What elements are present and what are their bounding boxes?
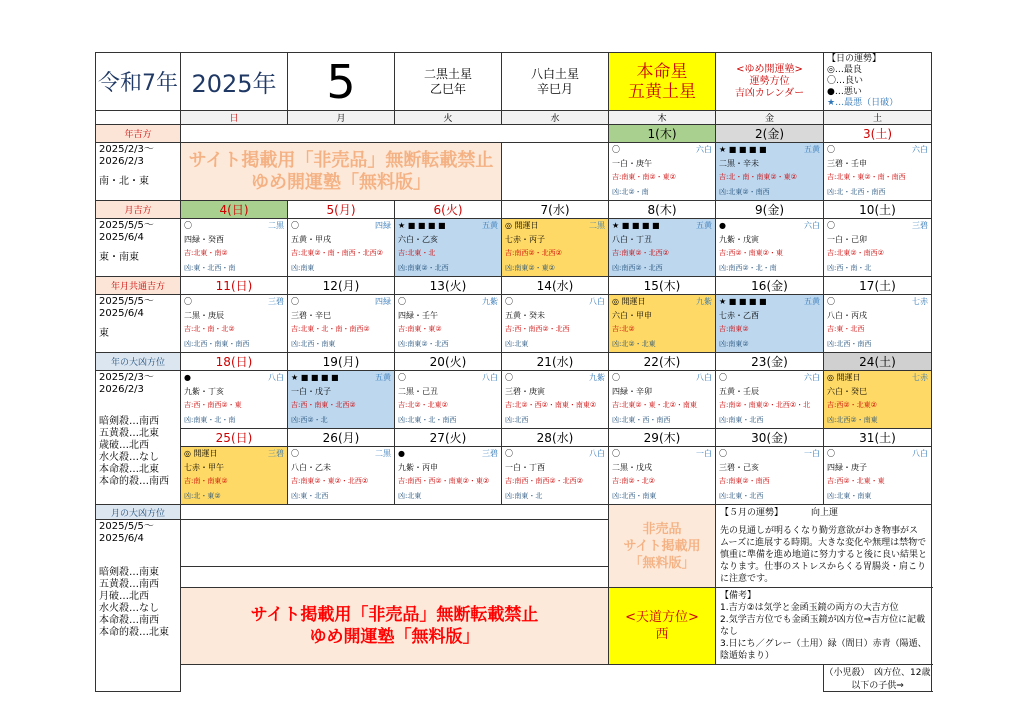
day-kichi: 吉:南東・南②・東② <box>612 173 676 181</box>
day-mark: 〇 <box>612 145 620 154</box>
day-cell <box>716 447 824 505</box>
day-mark: ● <box>184 373 191 382</box>
day-cell <box>181 447 288 505</box>
left-section-title: 年の大凶方位 <box>96 353 181 371</box>
day-star: 二黒 <box>268 221 284 230</box>
day-cell <box>395 371 502 429</box>
day-star: 二黒 <box>375 449 391 458</box>
day-kichi: 吉:北東・南② <box>184 249 228 257</box>
day-kyo: 凶:西・南・北 <box>827 264 872 272</box>
day-kyo: 凶:北東②・南西 <box>719 188 770 196</box>
day-name: 三碧・庚寅 <box>505 387 545 396</box>
day-cell <box>288 447 395 505</box>
mid-warning: 非売品 サイト掲載用 「無料版」 <box>609 505 716 588</box>
day-name: 九紫・戊寅 <box>719 235 759 244</box>
day-star: 一白 <box>696 449 712 458</box>
day-name: 八白・丙戌 <box>827 311 867 320</box>
day-name: 三碧・己亥 <box>719 463 759 472</box>
day-name: 六白・甲申 <box>612 311 652 320</box>
left-section-title: 月吉方 <box>96 201 181 219</box>
tenkou-direction: <天道方位> 西 <box>609 588 716 665</box>
honmei-star: 本命星 五黄土星 <box>609 53 716 111</box>
day-header: 12(月) <box>288 277 395 295</box>
day-name: 一白・己卯 <box>827 235 867 244</box>
day-header: 8(木) <box>609 201 716 219</box>
legend: 【日の運勢】 ◎…最良 〇…良い ●…悪い ★…最悪（日破） <box>824 53 932 111</box>
day-star: 九紫 <box>589 373 605 382</box>
day-kyo: 凶:南東②・北西 <box>398 340 449 348</box>
day-kyo: 凶:東・北西・南 <box>184 264 236 272</box>
day-kichi: 吉:南東② <box>719 325 749 333</box>
calendar-sheet <box>95 52 932 692</box>
day-mark: ◎ 開運日 <box>827 373 861 382</box>
month-star: 八白土星 辛巳月 <box>502 53 609 111</box>
day-kyo: 凶:南東 <box>291 264 315 272</box>
day-mark: 〇 <box>827 221 835 230</box>
day-star: 六白 <box>912 145 928 154</box>
top-warning: サイト掲載用「非売品」無断転載禁止 ゆめ開運塾「無料版」 <box>181 143 502 201</box>
day-cell <box>181 295 288 353</box>
day-cell <box>716 143 824 201</box>
day-header: 2(金) <box>716 125 824 143</box>
day-header: 23(金) <box>716 353 824 371</box>
day-header: 30(金) <box>716 429 824 447</box>
yume-title: <ゆめ開運塾> 運勢方位 吉凶カレンダー <box>716 53 824 111</box>
day-name: 五黄・癸未 <box>505 311 545 320</box>
day-cell <box>609 295 716 353</box>
kobito-label: （小児殺） 凶方位、12歳以下の子供⇒ <box>824 665 932 692</box>
day-cell <box>609 143 716 201</box>
day-kyo: 凶:北東・北西 <box>719 492 764 500</box>
day-header: 18(日) <box>181 353 288 371</box>
day-kyo: 凶:北西・南東・南西 <box>184 340 250 348</box>
day-cell <box>716 295 824 353</box>
left-section-body: 2025/2/3～ 2026/2/3 南・北・東 <box>96 143 181 201</box>
day-kyo: 凶:北東 <box>505 340 529 348</box>
day-star: 五黄 <box>375 373 391 382</box>
fortune-box: 【５月の運勢】 向上運 先の見通しが明るくなり勤労意欲がわき物事がスムーズに進展する時期。大きな変化や無理は禁物で慎重に準備を進め地道に努力すると後に良い結果となります。仕事のストレスからくる胃腸炎・肩こりに注意です。 <box>716 505 932 588</box>
day-kichi: 吉:北東②・東・北②・南東 <box>612 401 697 409</box>
day-star: 七赤 <box>912 297 928 306</box>
blank-cell <box>502 143 609 201</box>
left-section-body: 2025/5/5～ 2025/6/4 東・南東 <box>96 219 181 277</box>
day-mark: 〇 <box>612 373 620 382</box>
weekday-mon: 月 <box>288 111 395 125</box>
day-name: 八白・丁丑 <box>612 235 652 244</box>
day-kyo: 凶:北西②・南東 <box>827 416 878 424</box>
day-name: 一白・庚午 <box>612 159 652 168</box>
day-name: 二黒・辛未 <box>719 159 759 168</box>
day-mark: 〇 <box>184 297 192 306</box>
day-mark: ★ ■ ■ ■ ■ <box>291 373 339 382</box>
day-kyo: 凶:南西②・北西 <box>612 264 663 272</box>
day-name: 三碧・辛巳 <box>291 311 331 320</box>
day-kichi: 吉:南②・北② <box>612 477 655 485</box>
blank-head <box>181 125 609 143</box>
day-mark: 〇 <box>827 449 835 458</box>
day-cell <box>824 295 932 353</box>
day-header: 6(火) <box>395 201 502 219</box>
day-name: 二黒・庚辰 <box>184 311 224 320</box>
day-name: 四緑・庚子 <box>827 463 867 472</box>
day-cell <box>181 219 288 277</box>
day-star: 二黒 <box>589 221 605 230</box>
day-star: 五黄 <box>804 145 820 154</box>
era-label: 令和7年 <box>96 53 181 111</box>
day-kichi: 吉:南・南東② <box>184 477 228 485</box>
day-kyo: 凶:南東・北西 <box>719 416 764 424</box>
day-kichi: 吉:南西・南西②・北西② <box>505 477 583 485</box>
day-star: 五黄 <box>482 221 498 230</box>
day-cell <box>181 371 288 429</box>
day-kyo: 凶:北東 <box>398 492 422 500</box>
day-cell <box>716 219 824 277</box>
day-cell <box>609 447 716 505</box>
day-header: 22(木) <box>609 353 716 371</box>
day-kichi: 吉:西②・南東②・東 <box>719 249 783 257</box>
day-name: 七赤・乙酉 <box>719 311 759 320</box>
day-mark: ● <box>398 449 405 458</box>
day-mark: 〇 <box>719 449 727 458</box>
day-mark: 〇 <box>505 297 513 306</box>
day-header: 27(火) <box>395 429 502 447</box>
year-star: 二黒土星 乙巳年 <box>395 53 502 111</box>
day-mark: 〇 <box>291 221 299 230</box>
day-cell <box>824 143 932 201</box>
day-cell <box>395 219 502 277</box>
day-star: 五黄 <box>804 297 820 306</box>
day-header: 19(月) <box>288 353 395 371</box>
day-kichi: 吉:北東②・南・南西・北西② <box>291 249 383 257</box>
day-mark: 〇 <box>291 449 299 458</box>
day-header: 26(月) <box>288 429 395 447</box>
day-cell <box>502 219 609 277</box>
day-star: 三碧 <box>912 221 928 230</box>
day-star: 八白 <box>589 449 605 458</box>
day-kichi: 吉:南②・南東②・北西②・北 <box>719 401 811 409</box>
day-star: 九紫 <box>482 297 498 306</box>
day-kyo: 凶:北②・南 <box>612 188 649 196</box>
day-cell <box>502 447 609 505</box>
day-star: 八白 <box>589 297 605 306</box>
day-mark: 〇 <box>827 145 835 154</box>
day-name: 九紫・丙申 <box>398 463 438 472</box>
day-star: 八白 <box>268 373 284 382</box>
day-name: 一白・丁酉 <box>505 463 545 472</box>
day-kyo: 凶:北西・南西 <box>827 340 872 348</box>
weekday-sat: 土 <box>824 111 932 125</box>
day-name: 六白・乙亥 <box>398 235 438 244</box>
day-header: 1(木) <box>609 125 716 143</box>
month-kyo-list: 2025/5/5～ 2025/6/4 暗剣殺…南東 五黄殺…南西 月破…北西 水火殺…なし 本命殺…南西 本命的殺…北東 <box>96 520 181 692</box>
day-mark: 〇 <box>719 373 727 382</box>
day-mark: 〇 <box>398 297 406 306</box>
day-mark: 〇 <box>398 373 406 382</box>
day-header: 14(水) <box>502 277 609 295</box>
day-mark: ◎ 開運日 <box>505 221 539 230</box>
day-cell <box>395 295 502 353</box>
day-star: 八白 <box>696 373 712 382</box>
month-number: 5 <box>288 53 395 111</box>
day-kichi: 吉:北東②・南西② <box>827 249 884 257</box>
day-name: 六白・癸巳 <box>827 387 867 396</box>
day-name: 五黄・甲戌 <box>291 235 331 244</box>
day-kyo: 凶:北西・南東 <box>291 340 336 348</box>
day-star: 六白 <box>804 221 820 230</box>
day-name: 五黄・壬辰 <box>719 387 759 396</box>
day-kyo: 凶:南東② <box>719 340 749 348</box>
day-header: 3(土) <box>824 125 932 143</box>
day-header: 9(金) <box>716 201 824 219</box>
day-cell <box>395 447 502 505</box>
day-header: 24(土) <box>824 353 932 371</box>
day-header: 25(日) <box>181 429 288 447</box>
day-header: 15(木) <box>609 277 716 295</box>
day-kichi: 吉:南西②・北西② <box>505 249 562 257</box>
day-kyo: 凶:北西 <box>505 416 529 424</box>
day-kichi: 吉:北・南・南東②・東② <box>719 173 797 181</box>
day-star: 一白 <box>804 449 820 458</box>
day-kyo: 凶:北・東② <box>184 492 221 500</box>
day-header: 21(水) <box>502 353 609 371</box>
left-section-body: 2025/2/3～ 2026/2/3 暗剣殺…南西 五黄殺…北東 歳破…北西 水火殺…なし 本命殺…北東 本命的殺…南西 <box>96 371 181 505</box>
day-mark: 〇 <box>505 373 513 382</box>
day-cell <box>288 295 395 353</box>
day-star: 六白 <box>696 145 712 154</box>
day-header: 11(日) <box>181 277 288 295</box>
day-name: 八白・乙未 <box>291 463 331 472</box>
day-kichi: 吉:北東・北 <box>398 249 436 257</box>
day-kyo: 凶:西②・北 <box>291 416 328 424</box>
day-mark: 〇 <box>505 449 513 458</box>
day-name: 三碧・壬申 <box>827 159 867 168</box>
day-mark: ◎ 開運日 <box>184 449 218 458</box>
weekday-thu: 木 <box>609 111 716 125</box>
day-name: 二黒・戊戌 <box>612 463 652 472</box>
day-header: 7(水) <box>502 201 609 219</box>
day-cell <box>502 371 609 429</box>
day-mark: 〇 <box>184 221 192 230</box>
day-kyo: 凶:南東・北 <box>505 492 543 500</box>
day-mark: ★ ■ ■ ■ ■ <box>719 297 767 306</box>
day-star: 八白 <box>912 449 928 458</box>
day-header: 31(土) <box>824 429 932 447</box>
day-header: 17(土) <box>824 277 932 295</box>
day-header: 4(日) <box>181 201 288 219</box>
day-kichi: 吉:北東・東②・南・南西 <box>827 173 906 181</box>
day-kyo: 凶:南東・北・南 <box>184 416 236 424</box>
day-mark: ● <box>719 221 726 230</box>
day-name: 七赤・丙子 <box>505 235 545 244</box>
day-star: 三碧 <box>482 449 498 458</box>
left-section-title: 年吉方 <box>96 125 181 143</box>
left-section-title: 年月共通吉方 <box>96 277 181 295</box>
day-kichi: 吉:東・北西 <box>827 325 865 333</box>
day-kyo: 凶:北東・西・南西 <box>612 416 671 424</box>
weekday-tue: 火 <box>395 111 502 125</box>
day-name: 四緑・辛卯 <box>612 387 652 396</box>
day-cell <box>609 371 716 429</box>
day-kyo: 凶:南東②・東② <box>505 264 555 272</box>
day-name: 四緑・癸酉 <box>184 235 224 244</box>
day-star: 四緑 <box>375 221 391 230</box>
day-cell <box>824 219 932 277</box>
day-kyo: 凶:北②・北東 <box>612 340 656 348</box>
day-cell <box>824 371 932 429</box>
day-cell <box>502 295 609 353</box>
day-star: 五黄 <box>696 221 712 230</box>
day-header: 29(木) <box>609 429 716 447</box>
day-cell <box>824 447 932 505</box>
day-kichi: 吉:北・南・北② <box>184 325 235 333</box>
weekday-fri: 金 <box>716 111 824 125</box>
weekday-sun: 日 <box>181 111 288 125</box>
day-mark: 〇 <box>612 449 620 458</box>
day-star: 三碧 <box>268 449 284 458</box>
day-kichi: 吉:西②・北東② <box>827 401 877 409</box>
day-kyo: 凶:南東②・北西 <box>398 264 449 272</box>
day-mark: ★ ■ ■ ■ ■ <box>719 145 767 154</box>
month-kyo-title: 月の大凶方位 <box>96 505 181 520</box>
day-name: 四緑・壬午 <box>398 311 438 320</box>
day-cell <box>716 371 824 429</box>
day-mark: ★ ■ ■ ■ ■ <box>398 221 446 230</box>
day-header: 16(金) <box>716 277 824 295</box>
day-star: 七赤 <box>912 373 928 382</box>
day-header: 10(土) <box>824 201 932 219</box>
day-name: 一白・戊子 <box>291 387 331 396</box>
day-kichi: 吉:北②・西②・南東・南東② <box>505 401 597 409</box>
day-mark: 〇 <box>827 297 835 306</box>
day-kichi: 吉:南東②・南西 <box>719 477 770 485</box>
day-mark: ◎ 開運日 <box>612 297 646 306</box>
day-mark: ★ ■ ■ ■ ■ <box>612 221 660 230</box>
day-star: 九紫 <box>696 297 712 306</box>
day-cell <box>288 371 395 429</box>
day-name: 二黒・己丑 <box>398 387 438 396</box>
day-kyo: 凶:北・北西・南西 <box>827 188 886 196</box>
day-kyo: 凶:北西・南東 <box>612 492 657 500</box>
day-cell <box>288 219 395 277</box>
day-kichi: 吉:西・南東・北西② <box>291 401 356 409</box>
day-header: 13(火) <box>395 277 502 295</box>
day-kichi: 吉:西・南西②・東 <box>184 401 242 409</box>
day-header: 5(月) <box>288 201 395 219</box>
day-kichi: 吉:西②・北東・東 <box>827 477 885 485</box>
day-mark: 〇 <box>291 297 299 306</box>
weekday-corner <box>96 111 181 125</box>
day-kichi: 吉:北東・北・南・南西② <box>291 325 370 333</box>
day-kyo: 凶:東・北西 <box>291 492 329 500</box>
year-label: 2025年 <box>181 53 288 111</box>
left-section-body: 2025/5/5～ 2025/6/4 東 <box>96 295 181 353</box>
weekday-wed: 水 <box>502 111 609 125</box>
day-star: 八白 <box>482 373 498 382</box>
day-header: 20(火) <box>395 353 502 371</box>
day-name: 七赤・甲午 <box>184 463 224 472</box>
day-kyo: 凶:南西②・北・南 <box>719 264 777 272</box>
day-star: 四緑 <box>375 297 391 306</box>
day-kichi: 吉:南東②・北西② <box>612 249 669 257</box>
day-kichi: 吉:北②・北東② <box>398 401 448 409</box>
day-kichi: 吉:北② <box>612 325 635 333</box>
day-kyo: 凶:北東・南東 <box>827 492 872 500</box>
notes-box: 【備考】 1.吉方②は気学と金函玉鏡の両方の大吉方位 2.気学吉方位でも金函玉鏡が凶方位⇒吉方位に記載なし 3.日にち／グレー（土用）緑（間日）赤青（陽遁、陰遁始まり） <box>716 588 932 665</box>
day-star: 六白 <box>804 373 820 382</box>
day-cell <box>609 219 716 277</box>
bottom-warning: サイト掲載用「非売品」無断転載禁止 ゆめ開運塾「無料版」 <box>181 588 609 665</box>
day-name: 九紫・丁亥 <box>184 387 224 396</box>
day-kichi: 吉:南東②・東②・北西② <box>291 477 369 485</box>
day-kichi: 吉:南西・西②・南東②・東② <box>398 477 490 485</box>
day-header: 28(水) <box>502 429 609 447</box>
day-kichi: 吉:西・南西②・北西 <box>505 325 570 333</box>
day-kyo: 凶:北東・北・南西 <box>398 416 457 424</box>
day-star: 三碧 <box>268 297 284 306</box>
day-kichi: 吉:南東・東② <box>398 325 442 333</box>
